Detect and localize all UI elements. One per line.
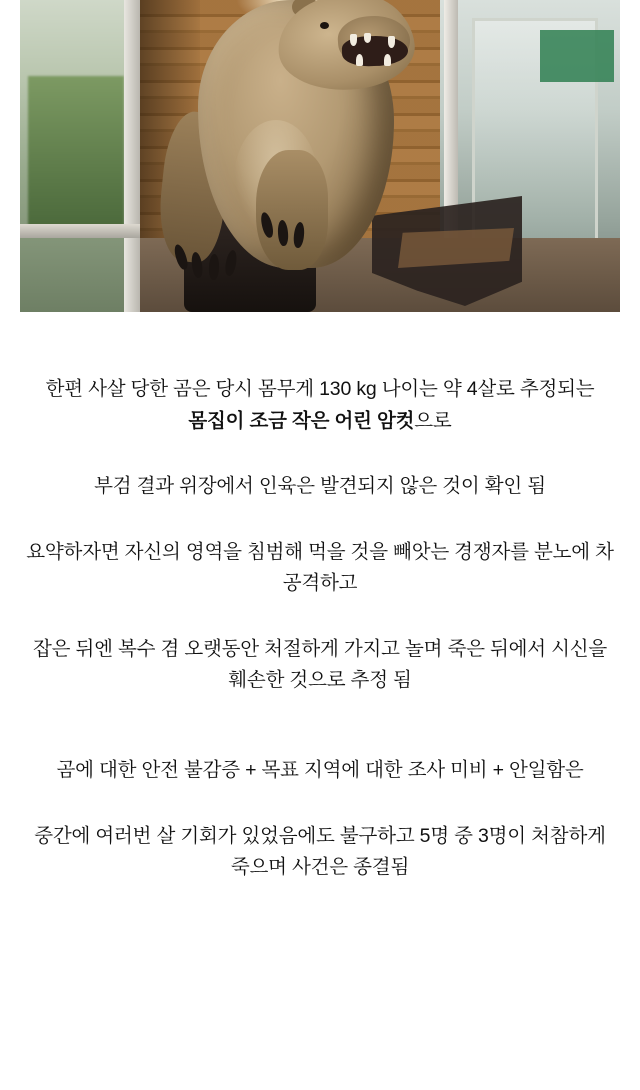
bear-right-arm bbox=[256, 150, 328, 270]
paragraph-1-text-a: 한편 사살 당한 곰은 당시 몸무게 130 kg 나이는 약 4살로 추정되는 bbox=[45, 378, 595, 400]
paragraph-1-text-bold: 몸집이 조금 작은 어린 암컷 bbox=[188, 409, 415, 432]
photo-scene bbox=[20, 0, 620, 312]
paragraph-3: 요약하자면 자신의 영역을 침범해 먹을 것을 빼앗는 경쟁자를 분노에 차 공격하고 bbox=[26, 540, 614, 595]
paragraph-2: 부검 결과 위장에서 인육은 발견되지 않은 것이 확인 됨 bbox=[94, 475, 546, 498]
bear-tooth bbox=[350, 34, 357, 46]
paragraph-5: 곰에 대한 안전 불감증 + 목표 지역에 대한 조사 미비 + 안일함은 bbox=[56, 759, 584, 782]
paragraph-1 bbox=[22, 374, 618, 437]
green-wall-panel bbox=[540, 30, 614, 82]
outdoor-grass bbox=[28, 76, 124, 226]
bear-tooth bbox=[384, 54, 391, 66]
bear-photo bbox=[20, 0, 620, 312]
bear-tooth bbox=[388, 36, 395, 48]
paragraph-6: 중간에 여러번 살 기회가 있었음에도 불구하고 5명 중 3명이 처참하게 죽으며 사건은 종결됨 bbox=[34, 824, 606, 879]
paragraph-1-text-c: 으로 bbox=[414, 409, 452, 432]
paragraph-4: 잡은 뒤엔 복수 겸 오랫동안 처절하게 가지고 놀며 죽은 뒤에서 시신을 훼손한 것으로 추정 됨 bbox=[32, 637, 607, 692]
bear-tooth bbox=[356, 54, 363, 66]
bear-tooth bbox=[364, 33, 371, 43]
article-body bbox=[0, 312, 640, 958]
bear-eye bbox=[320, 22, 329, 29]
door-frame-horizontal-left bbox=[20, 224, 140, 238]
door-frame-vertical-left bbox=[124, 0, 140, 312]
